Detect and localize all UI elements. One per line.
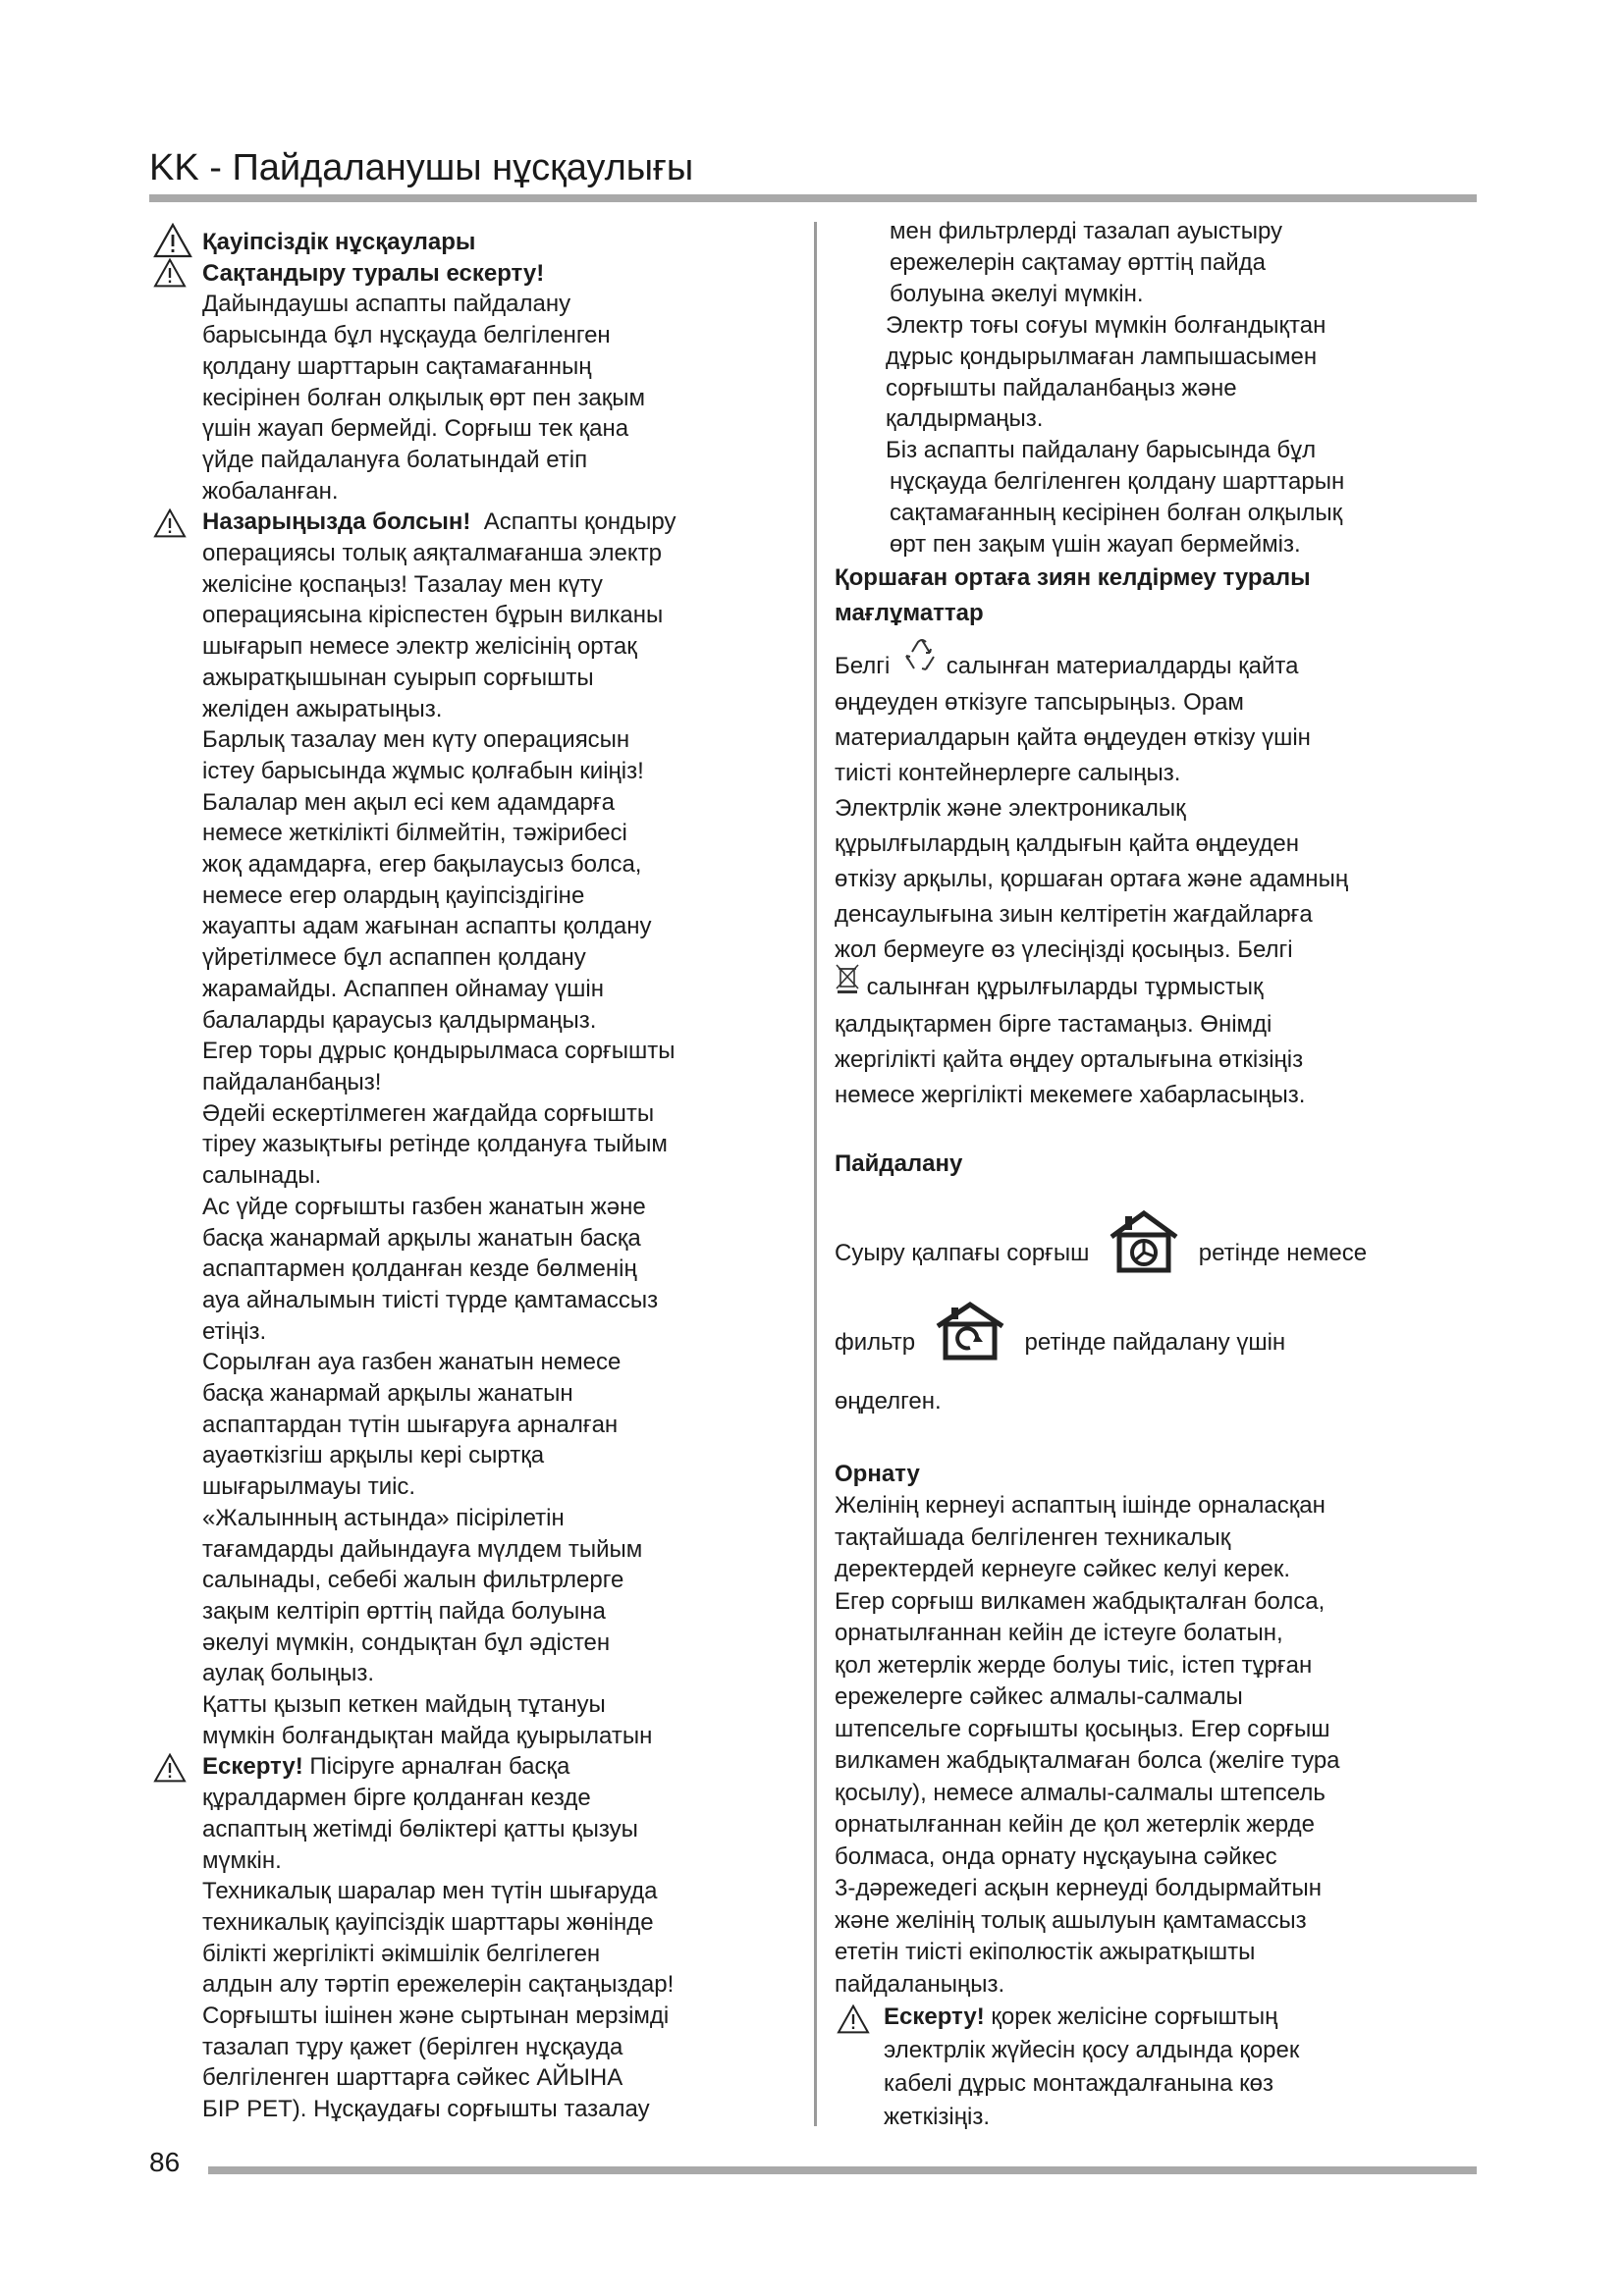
- text-line: тазалап тұру қажет (берілген нұсқауда: [202, 2033, 623, 2060]
- text-line: салынған құрылғыларды тұрмыстық: [866, 974, 1264, 1001]
- text-line: Сорғышты ішінен және сыртынан мерзімді: [202, 2002, 670, 2030]
- text-line: ажыратқышынан суырып сорғышты: [202, 664, 594, 691]
- text-line: үйретілмесе бұл аспаппен қолдану: [202, 944, 586, 972]
- text-line: жауапты адам жағынан аспапты қолдану: [202, 913, 652, 940]
- warning-triangle-icon: [153, 508, 187, 538]
- environment-section: [835, 561, 1475, 1113]
- caution-text: [202, 289, 796, 507]
- text-line: болуына әкелуі мүмкін.: [890, 280, 1144, 307]
- column-divider: [814, 222, 817, 2126]
- text-line: дұрыс қондырылмаған лампышасымен: [886, 343, 1318, 370]
- crossed-bin-icon: [835, 961, 860, 1007]
- text-line: білікті жергілікті әкімшілік белгілеген: [202, 1940, 601, 1967]
- text-line: 3-дәрежедегі асқын кернеуді болдырмайтын: [835, 1875, 1323, 1901]
- text-line: ететін тиісті екіполюстік ажыратқышты: [835, 1939, 1256, 1965]
- right-column: [835, 216, 1475, 2134]
- text-line: сорғышты пайдаланбаңыз және: [886, 374, 1237, 401]
- text-line: Әдейі ескертілмеген жағдайда сорғышты: [202, 1099, 655, 1127]
- text-line: басқа жанармай арқылы жанатын: [202, 1380, 573, 1408]
- text-line: жол бермеуге өз үлесіңізді қосыңыз. Белгі: [835, 936, 1293, 964]
- text-line: салынады.: [202, 1162, 322, 1190]
- warning-triangle-icon: [837, 2004, 870, 2034]
- text-line: болмаса, онда орнату нұсқауына сәйкес: [835, 1842, 1277, 1870]
- text-line: тіреу жазықтығы ретінде қолдануға тыйым: [202, 1131, 668, 1158]
- recycle-icon: [900, 635, 944, 685]
- text-line: аулақ болыңыз.: [202, 1660, 375, 1687]
- text-line: зақым келтіріп өрттің пайда болуына: [202, 1597, 606, 1625]
- text-line: Барлық тазалау мен күту операциясын: [202, 726, 630, 754]
- text-line: қосылу), немесе алмалы-салмалы штепсель: [835, 1779, 1326, 1806]
- text-line: қорек желісіне сорғыштың: [991, 2003, 1278, 2030]
- usage-section: [835, 1148, 1475, 1417]
- text-line: мен фильтрлерді тазалап ауыстыру: [890, 218, 1283, 244]
- text-line: Белгі: [835, 652, 891, 679]
- text-line: Қатты қызып кеткен майдың тұтануы: [202, 1691, 606, 1719]
- text-line: БІР РЕТ). Нұсқаудағы сорғышты тазалау: [202, 2096, 650, 2123]
- attention-label: Назарыңызда болсын!: [202, 508, 471, 536]
- text-line: барысында бұл нұсқауда белгіленген: [202, 322, 611, 349]
- usage-heading: Пайдалану: [835, 1150, 963, 1178]
- text-line: Техникалық шаралар мен түтін шығаруда: [202, 1878, 658, 1905]
- text-line: басқа жанармай арқылы жанатын басқа: [202, 1224, 641, 1252]
- warning-triangle-icon: [153, 1753, 187, 1783]
- warning-label: Ескерту!: [202, 1753, 303, 1781]
- warning-triangle-icon: [153, 223, 192, 258]
- text-line: пайдаланбаңыз!: [202, 1068, 382, 1095]
- text-line: жеткізіңіз.: [884, 2104, 991, 2130]
- page-title: KK - Пайдаланушы нұсқаулығы: [149, 147, 694, 188]
- continuation-text: [835, 216, 1475, 561]
- text-line: Суыру қалпағы сорғыш: [835, 1240, 1090, 1267]
- text-line: Аспапты қондыру: [483, 508, 677, 536]
- extraction-mode-icon: [1106, 1207, 1182, 1301]
- installation-section: [835, 1459, 1475, 2134]
- text-line: шығарылмауы тиіс.: [202, 1473, 416, 1501]
- text-line: штепсельге сорғышты қосыңыз. Егер сорғыш: [835, 1715, 1330, 1742]
- text-line: тиісті контейнерлерге салыңыз.: [835, 760, 1181, 787]
- text-line: Дайындаушы аспапты пайдалану: [202, 291, 571, 318]
- text-line: үйде пайдалануға болатындай етіп: [202, 446, 588, 473]
- text-line: материалдарын қайта өңдеуден өткізу үшін: [835, 724, 1311, 752]
- text-line: операциясы толық аяқталмағанша электр: [202, 540, 662, 567]
- text-line: қалдықтармен бірге тастамаңыз. Өнімді: [835, 1011, 1272, 1039]
- text-line: жергілікті қайта өңдеу орталығына өткізіңіз: [835, 1046, 1304, 1074]
- footer-rule: [208, 2166, 1477, 2174]
- text-line: салынады, себебі жалын фильтрлерге: [202, 1567, 624, 1594]
- page-number: 86: [149, 2147, 181, 2177]
- text-line: жарамайды. Аспаппен ойнамау үшін: [202, 975, 604, 1002]
- text-line: ауа айналымын тиісті түрде қамтамассыз: [202, 1286, 659, 1313]
- text-line: Пісіруге арналған басқа: [309, 1753, 570, 1781]
- installation-heading: Орнату: [835, 1461, 920, 1488]
- caution-heading: Сақтандыру туралы ескерту!: [202, 259, 545, 287]
- environment-heading: мағлұматтар: [835, 599, 984, 626]
- text-line: алдын алу тәртіп ережелерін сақтаңыздар!: [202, 1971, 675, 1999]
- text-line: мүмкін.: [202, 1846, 282, 1874]
- install-warning-block: [835, 2001, 1475, 2134]
- text-line: операциясына кіріспестен бұрын вилканы: [202, 602, 664, 629]
- warning-block: [202, 1751, 796, 2124]
- text-line: нұсқауда белгіленген қолдану шарттарын: [890, 468, 1345, 496]
- text-line: қол жетерлік жерде болуы тиіс, істеп тұрған: [835, 1651, 1313, 1679]
- warning-label: Ескерту!: [884, 2003, 985, 2030]
- text-line: электрлік жүйесін қосу алдында қорек: [884, 2037, 1300, 2063]
- text-line: кесірінен болған олқылық өрт пен зақым: [202, 384, 645, 411]
- text-line: жобаланған.: [202, 477, 339, 505]
- header-rule: [149, 194, 1477, 202]
- text-line: денсаулығына зиын келтіретін жағдайларға: [835, 901, 1313, 929]
- text-line: вилкамен жабдықталмаған болса (желіге тура: [835, 1747, 1340, 1774]
- text-line: әкелуі мүмкін, сондықтан бұл әдістен: [202, 1629, 611, 1656]
- text-line: пайдаланыңыз.: [835, 1970, 1005, 1998]
- text-line: мүмкін болғандықтан майда қуырылатын: [202, 1722, 653, 1749]
- text-line: деректердей кернеуге сәйкес келуі керек.: [835, 1556, 1290, 1582]
- text-line: техникалық қауіпсіздік шарттары жөнінде: [202, 1908, 654, 1936]
- attention-block: [202, 507, 796, 1751]
- text-line: Біз аспапты пайдалану барысында бұл: [886, 437, 1317, 464]
- text-line: құрылғылардың қалдығын қайта өңдеуден: [835, 830, 1299, 858]
- text-line: тақтайшада белгіленген техникалық: [835, 1523, 1231, 1551]
- text-line: ауаөткізгіш арқылы кері сыртқа: [202, 1442, 545, 1469]
- text-line: кабелі дұрыс монтаждалғанына көз: [884, 2070, 1273, 2097]
- text-line: шығарып немесе электр желісінің ортақ: [202, 633, 637, 661]
- text-line: желісіне қоспаңыз! Тазалау мен күту: [202, 570, 603, 598]
- text-line: өткізу арқылы, қоршаған ортаға және адамның: [835, 866, 1349, 893]
- text-line: Сорылған ауа газбен жанатын немесе: [202, 1349, 622, 1376]
- text-line: тағамдарды дайындауға мүлдем тыйым: [202, 1535, 643, 1563]
- text-line: Электрлік және электроникалық: [835, 795, 1186, 823]
- text-line: орнатылғаннан кейін де қол жетерлік жерде: [835, 1811, 1315, 1838]
- text-line: немесе жергілікті мекемеге хабарласыңыз.: [835, 1082, 1306, 1109]
- recirculation-mode-icon: [932, 1301, 1008, 1386]
- text-line: өрт пен зақым үшін жауап бермейміз.: [890, 531, 1301, 559]
- text-line: Егер торы дұрыс қондырылмаса сорғышты: [202, 1038, 676, 1065]
- text-line: аспаптардан түтін шығаруға арналған: [202, 1411, 619, 1438]
- text-line: Балалар мен ақыл есі кем адамдарға: [202, 788, 615, 816]
- text-line: белгіленген шарттарға сәйкес АЙЫНА: [202, 2064, 623, 2092]
- text-line: өңделген.: [835, 1388, 942, 1415]
- text-line: орнатылғаннан кейін де істеуге болатын,: [835, 1620, 1283, 1646]
- text-line: және желінің толық ашылуын қамтамассыз: [835, 1906, 1307, 1934]
- text-line: аспаптың жетімді бөліктері қатты қызуы: [202, 1815, 638, 1842]
- text-line: немесе жеткілікті білмейтін, тәжірибесі: [202, 820, 627, 847]
- text-line: ережелерге сәйкес алмалы-салмалы: [835, 1683, 1243, 1710]
- text-line: сақтамағанның кесірінен болған олқылық: [890, 500, 1343, 527]
- text-line: ретінде пайдалану үшін: [1024, 1329, 1286, 1357]
- text-line: аспаптармен қолданған кезде бөлменің: [202, 1255, 637, 1283]
- safety-heading: Қауіпсіздік нұсқаулары: [202, 229, 476, 255]
- text-line: қалдырмаңыз.: [886, 405, 1044, 433]
- text-line: Егер сорғыш вилкамен жабдықталған болса,: [835, 1587, 1326, 1615]
- text-line: фильтр: [835, 1329, 916, 1357]
- warning-triangle-icon: [153, 258, 187, 288]
- text-line: қолдану шарттарын сақтамағанның: [202, 352, 592, 380]
- environment-heading: Қоршаған ортаға зиян келдірмеу туралы: [835, 563, 1311, 591]
- text-line: ретінде немесе: [1198, 1240, 1368, 1267]
- text-line: салынған материалдарды қайта: [946, 652, 1299, 679]
- text-line: өңдеуден өткізуге тапсырыңыз. Орам: [835, 689, 1244, 717]
- text-line: істеу барысында жұмыс қолғабын киіңіз!: [202, 757, 644, 784]
- text-line: желіден ажыратыңыз.: [202, 695, 443, 722]
- text-line: үшін жауап бермейді. Сорғыш тек қана: [202, 415, 629, 443]
- text-line: жоқ адамдарға, егер бақылаусыз болса,: [202, 851, 642, 879]
- text-line: балаларды қараусыз қалдырмаңыз.: [202, 1006, 597, 1034]
- text-line: етіңіз.: [202, 1317, 267, 1345]
- text-line: немесе егер олардың қауіпсіздігіне: [202, 881, 585, 909]
- text-line: «Жалынның астында» пісірілетін: [202, 1504, 565, 1531]
- text-line: ережелерін сақтамау өрттің пайда: [890, 248, 1267, 276]
- text-line: Желінің кернеуі аспаптың ішінде орналасқан: [835, 1492, 1326, 1519]
- text-line: құралдармен бірге қолданған кезде: [202, 1785, 591, 1812]
- left-column: [202, 227, 796, 2125]
- text-line: Электр тоғы соғуы мүмкін болғандықтан: [886, 311, 1326, 339]
- text-line: Ас үйде сорғышты газбен жанатын және: [202, 1193, 646, 1220]
